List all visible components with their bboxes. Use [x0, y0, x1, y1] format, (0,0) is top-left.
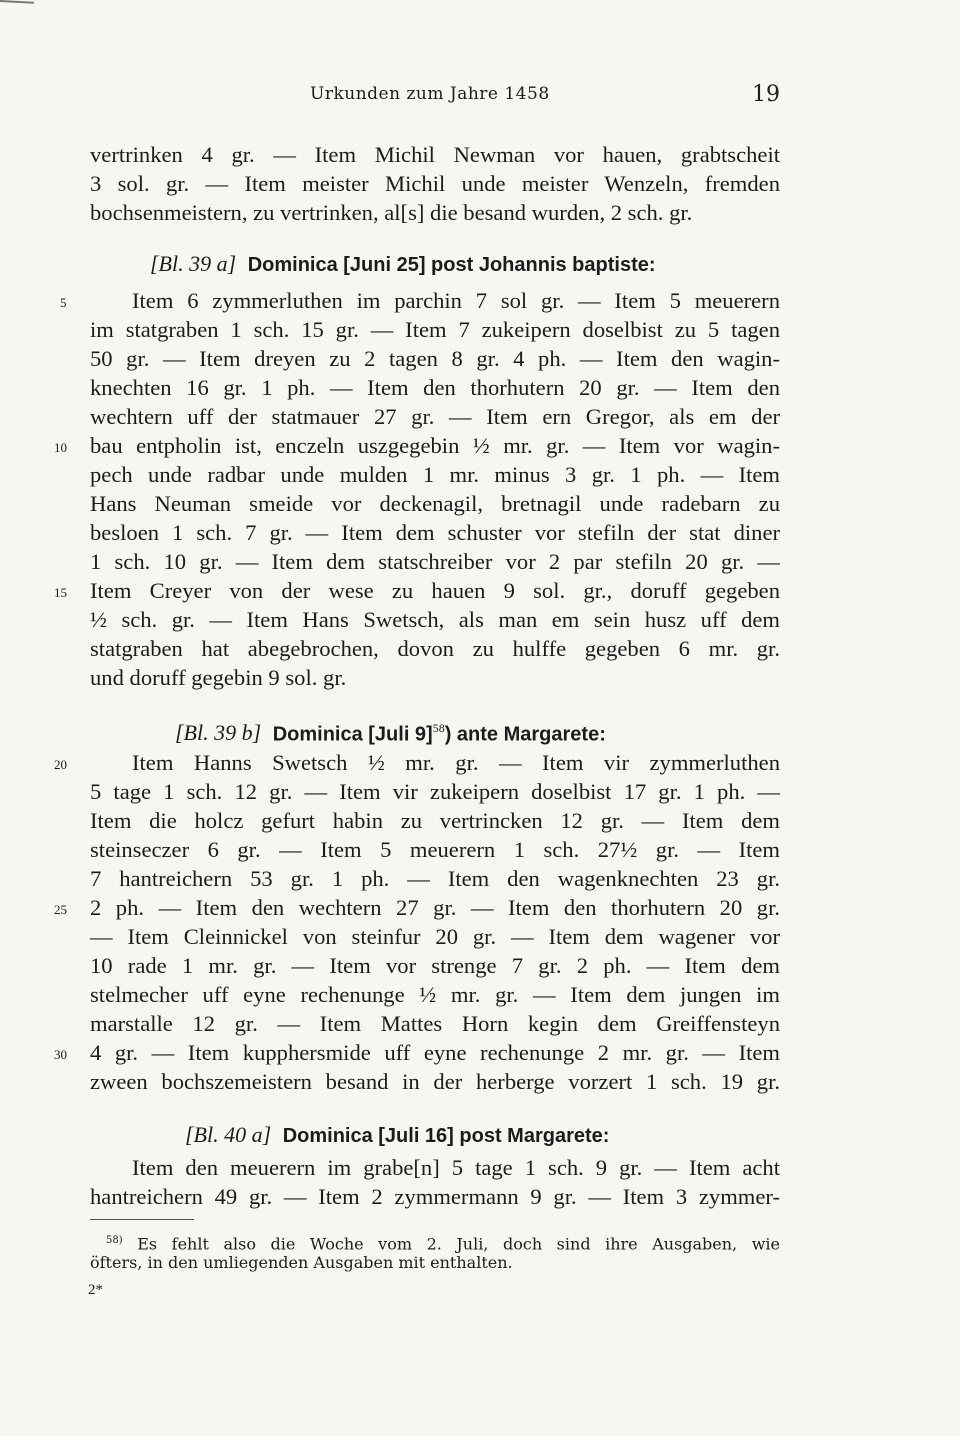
section-date-label-suffix: ) ante Margarete: [444, 723, 606, 746]
text-line: zween bochszemeistern besand in der herberge vorzert 1 sch. 19 gr. [90, 1069, 780, 1094]
section-heading [150, 249, 656, 280]
section-date-label: Dominica [Juli 9] [272, 723, 433, 746]
folio-reference: [Bl. 39 b] [175, 720, 262, 746]
text-line: bochsenmeistern, zu vertrinken, al[s] die besand wurden, 2 sch. gr. [90, 200, 693, 225]
footnote-text: Es fehlt also die Woche vom 2. Juli, doch sind ihre Ausgaben, wie [137, 1234, 780, 1254]
text-line: 5 tage 1 sch. 12 gr. — Item vir zukeipern doselbist 17 gr. 1 ph. — [90, 779, 780, 804]
text-line: besloen 1 sch. 7 gr. — Item dem schuster vor stefiln der stat diner [90, 520, 780, 545]
text-line: wechtern uff der statmauer 27 gr. — Item ern Gregor, als em der [90, 404, 780, 429]
text-line: Item Hanns Swetsch ½ mr. gr. — Item vir zymmerluthen [132, 750, 780, 775]
text-line: 50 gr. — Item dreyen zu 2 tagen 8 gr. 4 ph. — Item den wagin- [90, 346, 780, 371]
text-line: Item den meuerern im grabe[n] 5 tage 1 sch. 9 gr. — Item acht [132, 1155, 780, 1180]
text-line: im statgraben 1 sch. 15 gr. — Item 7 zukeipern doselbist zu 5 tagen [90, 317, 780, 342]
text-line: marstalle 12 gr. — Item Mattes Horn kegin dem Greiffensteyn [90, 1011, 780, 1036]
text-line: 3 sol. gr. — Item meister Michil unde meister Wenzeln, fremden [90, 171, 780, 196]
text-line: und doruff gegebin 9 sol. gr. [90, 665, 347, 690]
footnote-separator [90, 1219, 194, 1220]
scan-edge-mark [0, 0, 34, 14]
text-line: — Item Cleinnickel von steinfur 20 gr. — Item dem wagener vor [90, 924, 780, 949]
text-line: 7 hantreichern 53 gr. 1 ph. — Item den wagenknechten 23 gr. [90, 866, 780, 891]
text-line: hantreichern 49 gr. — Item 2 zymmermann 9 gr. — Item 3 zymmer- [90, 1184, 780, 1209]
folio-reference: [Bl. 40 a] [185, 1122, 272, 1147]
text-line: 4 gr. — Item kupphersmide uff eyne rechenunge 2 mr. gr. — Item [90, 1040, 780, 1065]
signature-mark: 2* [88, 1282, 103, 1298]
footnote-marker: 58) [106, 1235, 123, 1246]
section-heading [175, 714, 606, 749]
text-line: Hans Neuman smeide vor deckenagil, bretnagil unde radebarn zu [90, 491, 780, 516]
page-number: 19 [752, 82, 780, 107]
folio-reference: [Bl. 39 a] [150, 251, 237, 276]
running-head-title: Urkunden zum Jahre 1458 [310, 84, 550, 104]
text-line: 2 ph. — Item den wechtern 27 gr. — Item den thorhutern 20 gr. [90, 895, 780, 920]
footnote-line: öfters, in den umliegenden Ausgaben mit enthalten. [90, 1253, 513, 1272]
text-line: Item die holcz gefurt habin zu vertrincken 12 gr. — Item dem [90, 808, 780, 833]
section-date-label: Dominica [Juni 25] post Johannis baptiste: [247, 254, 656, 276]
text-line: 10 rade 1 mr. gr. — Item vor strenge 7 gr. 2 ph. — Item dem [90, 953, 780, 978]
text-line: statgraben hat abegebrochen, dovon zu hulffe gegeben 6 mr. gr. [90, 636, 780, 661]
line-number: 20 [54, 757, 67, 772]
line-number: 5 [60, 295, 67, 310]
text-line: steinseczer 6 gr. — Item 5 meuerern 1 sch. 27½ gr. — Item [90, 837, 780, 862]
line-number: 10 [54, 440, 67, 455]
line-number: 30 [54, 1047, 67, 1062]
text-line: Item Creyer von der wese zu hauen 9 sol. gr., doruff gegeben [90, 578, 780, 603]
text-line: pech unde radbar unde mulden 1 mr. minus 3 gr. 1 ph. — Item [90, 462, 780, 487]
text-line: ½ sch. gr. — Item Hans Swetsch, als man em sein husz uff dem [90, 607, 780, 632]
text-line: vertrinken 4 gr. — Item Michil Newman vor hauen, grabtscheit [90, 142, 780, 167]
section-date-label: Dominica [Juli 16] post Margarete: [282, 1125, 610, 1147]
footnote-reference: 58 [432, 721, 445, 735]
line-number: 25 [54, 902, 67, 917]
text-line: Item 6 zymmerluthen im parchin 7 sol gr. — Item 5 meuerern [132, 288, 780, 313]
text-line: stelmecher uff eyne rechenunge ½ mr. gr. — Item dem jungen im [90, 982, 780, 1007]
text-line: 1 sch. 10 gr. — Item dem statschreiber vor 2 par stefiln 20 gr. — [90, 549, 780, 574]
text-line: knechten 16 gr. 1 ph. — Item den thorhutern 20 gr. — Item den [90, 375, 780, 400]
line-number: 15 [54, 585, 67, 600]
text-line: bau entpholin ist, enczeln uszgegebin ½ mr. gr. — Item vor wagin- [90, 433, 780, 458]
section-heading [185, 1120, 609, 1151]
